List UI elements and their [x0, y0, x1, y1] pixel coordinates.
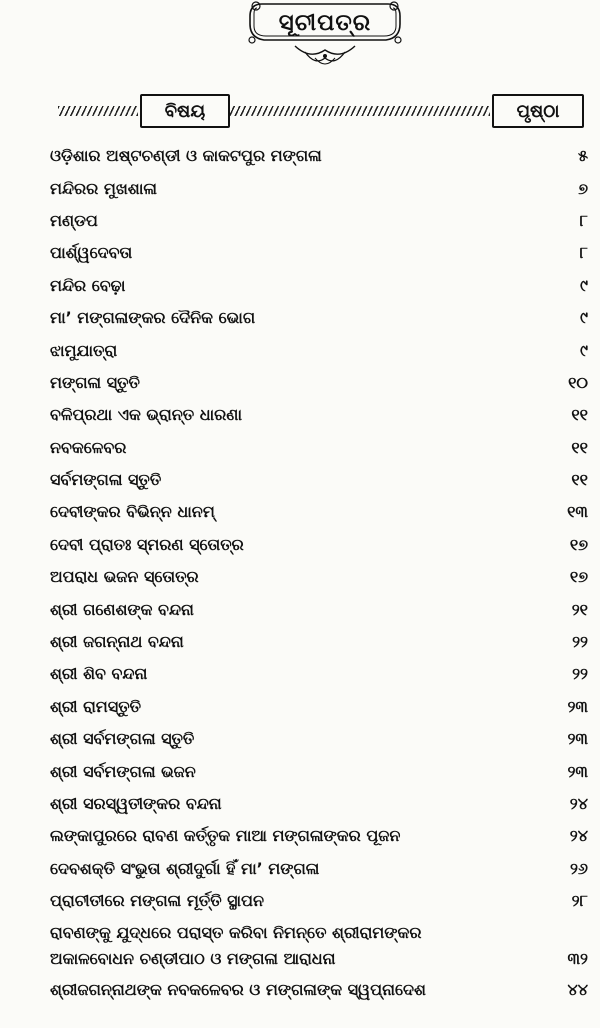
list-item-multiline: [50, 917, 588, 973]
entry-title: ପ୍ରାଚୀତୀରେ ମଙ୍ଗଳା ମୂର୍ତ୍ତି ସ୍ଥାପନ: [50, 891, 265, 911]
entry-page: ୧୦: [568, 372, 588, 392]
list-item: [50, 788, 588, 820]
list-item: [50, 302, 588, 334]
entry-title: ଶ୍ରୀ ଜଗନ୍ନାଥ ବନ୍ଦନା: [50, 632, 184, 652]
entry-title: ଶ୍ରୀ ଶିବ ବନ୍ଦନା: [50, 664, 148, 684]
entry-page: ୧୧: [571, 405, 588, 425]
entry-title: ଓଡ଼ିଶାର ଅଷ୍ଟଚଣ୍ଡୀ ଓ କାକଟପୁର ମଙ୍ଗଳା: [50, 146, 322, 166]
list-item: [50, 691, 588, 723]
list-item: [50, 270, 588, 302]
list-item: [50, 973, 588, 1005]
entry-page: ୫: [578, 146, 588, 166]
entry-title: ନବକଳେବର: [50, 437, 127, 457]
entry-title: ବଳିପ୍ରଥା ଏକ ଭ୍ରାନ୍ତ ଧାରଣା: [50, 405, 243, 425]
entry-page: ୯: [580, 275, 588, 295]
entry-title-line2: ଅକାଳବୋଧନ ଚଣ୍ଡୀପାଠ ଓ ମଙ୍ଗଳା ଆରାଧନା: [50, 949, 336, 969]
entry-page: ୨୩: [567, 729, 588, 749]
entry-page: ୨୪: [569, 826, 588, 846]
entry-title: ଶ୍ରୀ ରାମସ୍ତୁତି: [50, 696, 142, 716]
list-item: [50, 626, 588, 658]
entry-title: ମଣ୍ଡପ: [50, 210, 98, 230]
entry-page: ୨୬: [569, 858, 588, 878]
entry-title: ମା’ ମଙ୍ଗଳାଙ୍କର ଦୈନିକ ଭୋଗ: [50, 308, 256, 328]
entry-title: ପାର୍ଶ୍ୱଦେବତା: [50, 243, 133, 263]
entry-title: ମନ୍ଦିରର ମୁଖଶାଳା: [50, 178, 157, 198]
entry-page: ୧୧: [571, 470, 588, 490]
entry-page: ୨୨: [572, 632, 588, 652]
entry-page: ୧୭: [569, 567, 588, 587]
entry-title: ଶ୍ରୀ ସର୍ବମଙ୍ଗଳା ସ୍ତୁତି: [50, 729, 195, 749]
entry-title: ମନ୍ଦିର ବେଢ଼ା: [50, 275, 126, 295]
entry-page: ୨୩: [567, 696, 588, 716]
entry-title: ଅପରାଧ ଭଜନ ସ୍ତୋତ୍ର: [50, 567, 199, 587]
list-item: [50, 432, 588, 464]
list-item: [50, 853, 588, 885]
entry-title: ଶ୍ରୀ ସର୍ବମଙ୍ଗଳା ଭଜନ: [50, 761, 196, 781]
list-item: [50, 593, 588, 625]
entry-title: ଝାମୁଯାତ୍ରା: [50, 340, 118, 360]
entry-title: ଦେବଶକ୍ତି ସଂଭୁତା ଶ୍ରୀଦୁର୍ଗା ହିଁ ମା’ ମଙ୍ଗଳା: [50, 858, 320, 878]
entry-title: ଶ୍ରୀ ଗଣେଶଙ୍କ ବନ୍ଦନା: [50, 599, 194, 619]
list-item: [50, 885, 588, 917]
list-item: [50, 723, 588, 755]
list-item: [50, 496, 588, 528]
entry-page: ୨୧: [571, 599, 588, 619]
entry-title: ମଙ୍ଗଳା ସ୍ତୁତି: [50, 372, 140, 392]
entry-title: ଲଙ୍କାପୁରରେ ରାବଣ କର୍ତ୍ତୃକ ମାଆ ମଙ୍ଗଳାଙ୍କର ପୂଜନ: [50, 826, 401, 846]
entry-title: ଦେବୀଙ୍କର ବିଭିନ୍ନ ଧାନମ୍: [50, 502, 215, 522]
list-item: [50, 205, 588, 237]
entry-page: ୩୨: [567, 949, 588, 969]
entry-title: ଶ୍ରୀଜଗନ୍ନାଥଙ୍କ ନବକଳେବର ଓ ମଙ୍ଗଳାଙ୍କ ସ୍ୱପ୍ନାଦେଶ: [50, 979, 426, 999]
contents-list: [50, 140, 588, 1006]
entry-title: ଦେବୀ ପ୍ରାତଃ ସ୍ମରଣ ସ୍ତୋତ୍ର: [50, 534, 244, 554]
list-item: [50, 755, 588, 787]
list-item: [50, 237, 588, 269]
list-item: [50, 820, 588, 852]
entry-page: ୧୧: [571, 437, 588, 457]
entry-page: ୪୪: [567, 979, 588, 999]
entry-page: ୧୭: [569, 534, 588, 554]
title-cartouche: [240, 0, 410, 72]
page-header: ପୃଷ୍ଠା: [492, 94, 584, 128]
table-header: [58, 94, 588, 128]
list-item: [50, 399, 588, 431]
entry-page: ୨୪: [569, 794, 588, 813]
list-item: [50, 658, 588, 690]
list-item: [50, 140, 588, 172]
entry-page: ୮: [579, 243, 588, 263]
hatch-divider: [228, 106, 490, 116]
entry-title-line1: ରାବଣଙ୍କୁ ଯୁଦ୍ଧରେ ପରାସ୍ତ କରିବା ନିମନ୍ତେ ଶ୍ରୀରାମଙ୍କର: [50, 923, 422, 943]
entry-page: ୮: [579, 210, 588, 230]
list-item: [50, 464, 588, 496]
entry-page: ୨୮: [571, 891, 588, 911]
entry-page: ୧୩: [567, 502, 588, 522]
entry-title: ଶ୍ରୀ ସରସ୍ୱତୀଙ୍କର ବନ୍ଦନା: [50, 794, 222, 813]
list-item: [50, 561, 588, 593]
list-item: [50, 529, 588, 561]
entry-page: ୯: [580, 308, 588, 328]
list-item: [50, 172, 588, 204]
entry-page: ୨୩: [567, 761, 588, 781]
entry-page: ୯: [580, 340, 588, 360]
hatch-divider: [58, 106, 138, 116]
list-item: [50, 334, 588, 366]
page-title: ସୂଚୀପତ୍ର: [278, 10, 372, 36]
entry-title: ସର୍ବମଙ୍ଗଳା ସ୍ତୁତି: [50, 470, 162, 490]
list-item: [50, 367, 588, 399]
subject-header: ବିଷୟ: [140, 94, 230, 128]
entry-page: ୭: [578, 178, 588, 198]
entry-page: ୨୨: [572, 664, 588, 684]
